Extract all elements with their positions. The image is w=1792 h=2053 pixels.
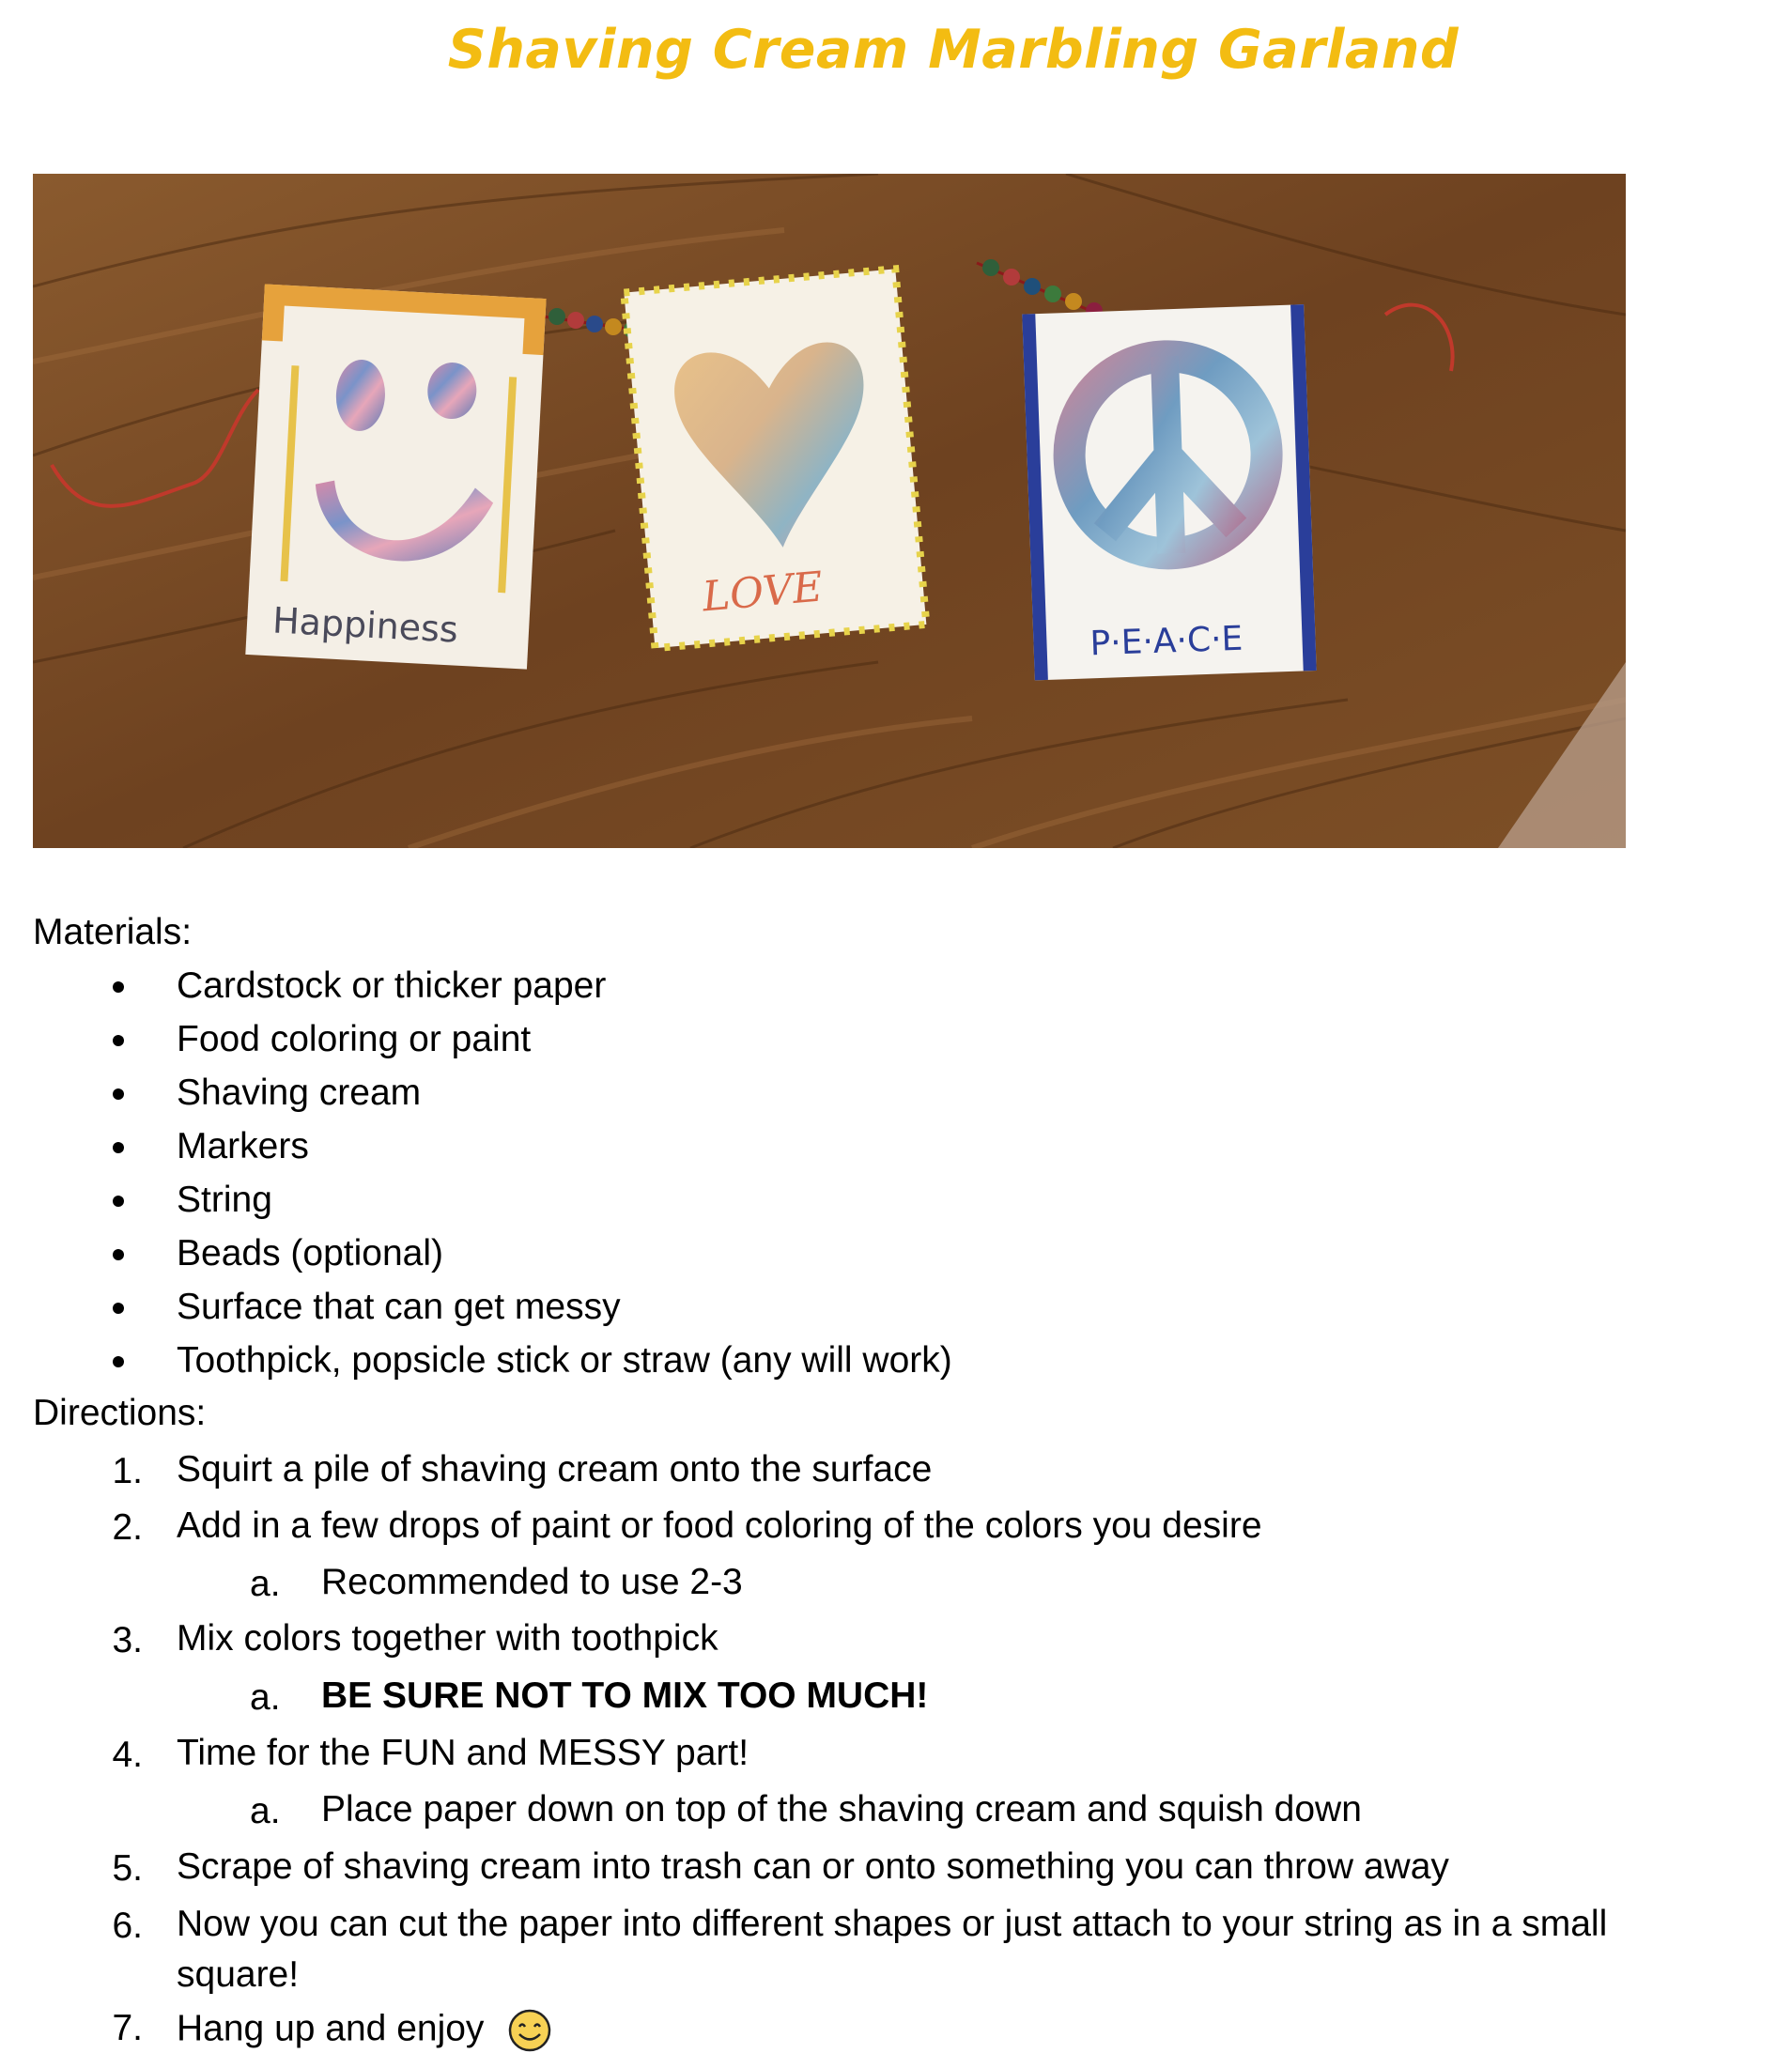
step-text: Mix colors together with toothpick (177, 1618, 718, 1659)
svg-text:Happiness: Happiness (271, 599, 459, 651)
svg-text:P·E·A·C·E: P·E·A·C·E (1089, 619, 1244, 664)
step-number: 5. (112, 1848, 143, 1889)
list-item: Surface that can get messy (177, 1287, 621, 1327)
materials-heading: Materials: (33, 912, 193, 952)
list-item: Markers (177, 1126, 309, 1166)
bullet-icon (113, 1035, 124, 1046)
list-item: Shaving cream (177, 1073, 422, 1113)
garland-photo-illustration (33, 174, 1626, 848)
step-text-continued: square! (177, 1954, 300, 1995)
list-item: Toothpick, popsicle stick or straw (any will work) (177, 1340, 952, 1381)
bullet-icon (113, 1088, 124, 1100)
step-text: Time for the FUN and MESSY part! (177, 1733, 749, 1773)
step-text: Hang up and enjoy (177, 2008, 485, 2049)
bullet-icon (113, 1196, 124, 1207)
step-text: Add in a few drops of paint or food coloring of the colors you desire (177, 1505, 1262, 1546)
step-number: 3. (112, 1620, 143, 1660)
substep-mark: a. (250, 1677, 281, 1718)
bullet-icon (113, 981, 124, 993)
bullet-icon (113, 1356, 124, 1367)
list-item: Food coloring or paint (177, 1019, 532, 1059)
page-title: Shaving Cream Marbling Garland (447, 19, 1460, 81)
substep-mark: a. (250, 1791, 281, 1831)
bullet-icon (113, 1142, 124, 1153)
step-number: 1. (112, 1451, 143, 1491)
substep-text-warning: BE SURE NOT TO MIX TOO MUCH! (321, 1675, 929, 1716)
step-text: Scrape of shaving cream into trash can or onto something you can throw away (177, 1846, 1449, 1887)
directions-heading: Directions: (33, 1393, 207, 1433)
step-text-final (177, 2008, 552, 2053)
list-item: Beads (optional) (177, 1233, 444, 1273)
substep-mark: a. (250, 1564, 281, 1604)
step-text: Now you can cut the paper into different shapes or just attach to your string as in a small (177, 1904, 1608, 1944)
list-item: String (177, 1180, 272, 1220)
substep-text: Recommended to use 2-3 (321, 1562, 743, 1602)
substep-text: Place paper down on top of the shaving cream and squish down (321, 1789, 1362, 1829)
list-item: Cardstock or thicker paper (177, 965, 607, 1006)
step-number: 2. (112, 1507, 143, 1548)
garland-photo (33, 174, 1626, 848)
bullet-icon (113, 1303, 124, 1314)
step-number: 6. (112, 1906, 143, 1946)
step-number: 7. (112, 2008, 143, 2048)
svg-text:LOVE: LOVE (700, 563, 826, 622)
bullet-icon (113, 1249, 124, 1260)
step-text: Squirt a pile of shaving cream onto the surface (177, 1449, 933, 1490)
smiley-icon (507, 2008, 552, 2053)
step-number: 4. (112, 1735, 143, 1775)
